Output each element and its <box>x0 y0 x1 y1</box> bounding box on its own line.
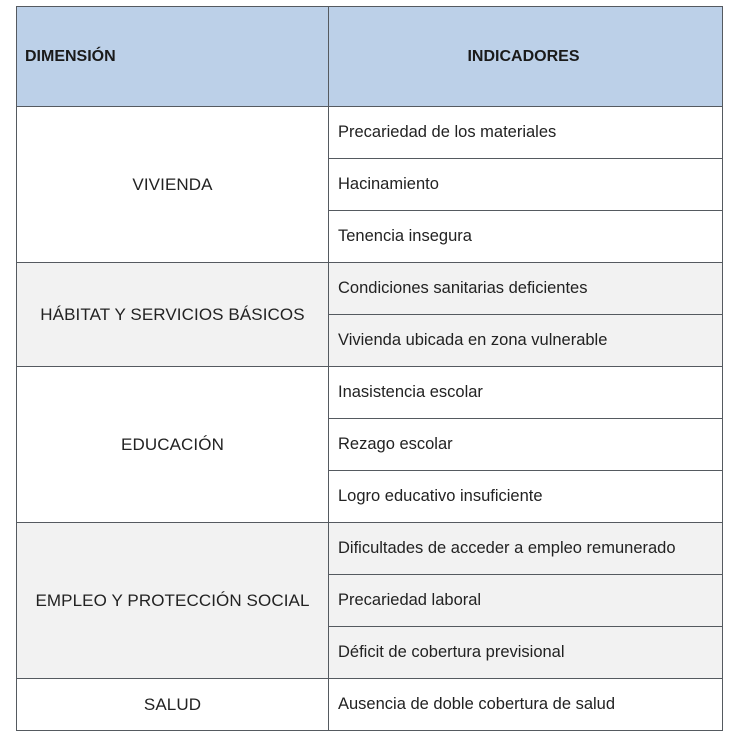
indicator-cell: Rezago escolar <box>329 419 723 471</box>
dimension-cell: SALUD <box>17 679 329 731</box>
indicator-cell: Déficit de cobertura previsional <box>329 627 723 679</box>
dimension-cell: VIVIENDA <box>17 107 329 263</box>
indicator-cell: Tenencia insegura <box>329 211 723 263</box>
dimension-cell: HÁBITAT Y SERVICIOS BÁSICOS <box>17 263 329 367</box>
table-row <box>17 523 723 575</box>
indicator-cell: Inasistencia escolar <box>329 367 723 419</box>
indicator-cell: Logro educativo insuficiente <box>329 471 723 523</box>
indicator-cell: Hacinamiento <box>329 159 723 211</box>
dimension-cell: EDUCACIÓN <box>17 367 329 523</box>
table-row <box>17 367 723 419</box>
indicator-cell: Ausencia de doble cobertura de salud <box>329 679 723 731</box>
indicator-cell: Dificultades de acceder a empleo remunerado <box>329 523 723 575</box>
indicator-cell: Vivienda ubicada en zona vulnerable <box>329 315 723 367</box>
indicator-cell: Precariedad laboral <box>329 575 723 627</box>
header-indicators: INDICADORES <box>329 7 723 107</box>
dimensions-indicators-table <box>16 6 723 731</box>
header-row <box>17 7 723 107</box>
table-row <box>17 107 723 159</box>
table-row <box>17 679 723 731</box>
dimension-cell: EMPLEO Y PROTECCIÓN SOCIAL <box>17 523 329 679</box>
indicator-cell: Precariedad de los materiales <box>329 107 723 159</box>
indicator-cell: Condiciones sanitarias deficientes <box>329 263 723 315</box>
table-row <box>17 263 723 315</box>
header-dimension: DIMENSIÓN <box>17 7 329 107</box>
